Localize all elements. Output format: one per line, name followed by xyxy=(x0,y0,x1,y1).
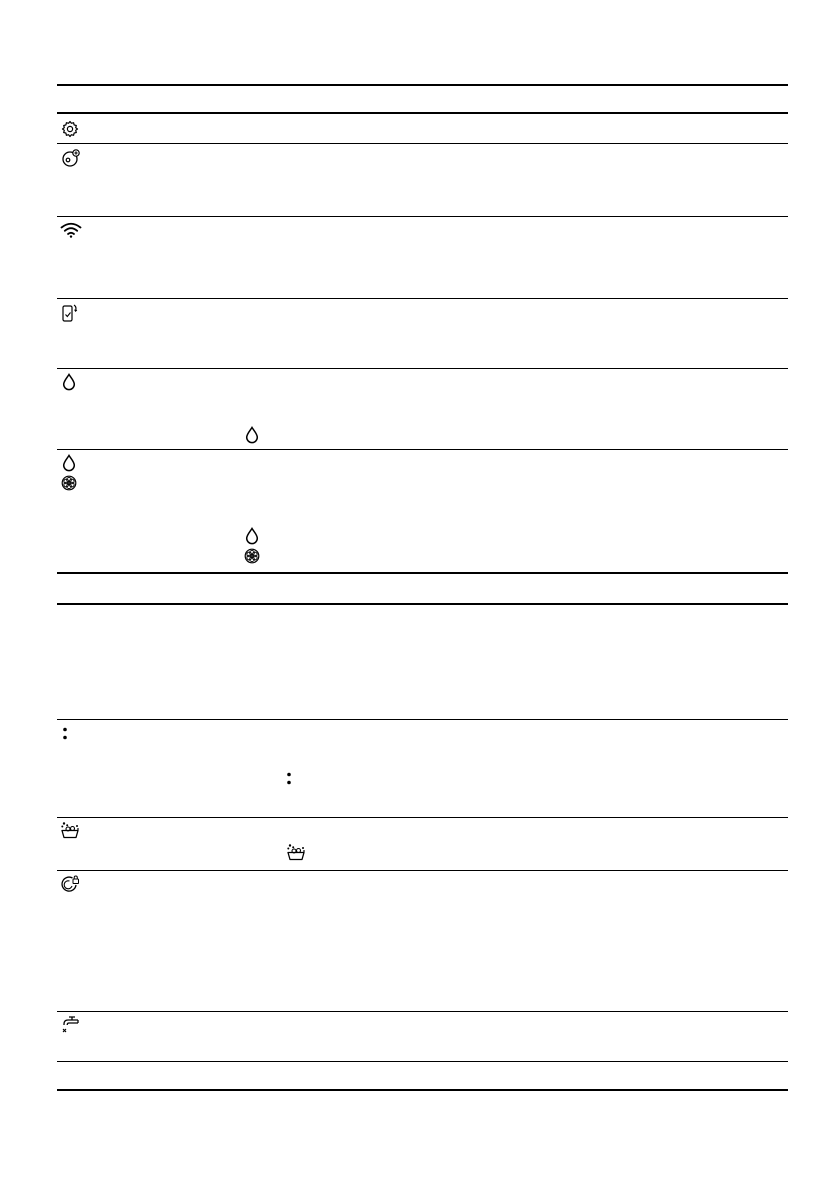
machine-care-icon xyxy=(60,821,80,839)
phone-connect-icon xyxy=(61,303,79,323)
table-header-row xyxy=(57,84,788,114)
table-row-more xyxy=(57,719,788,818)
table-row-water-supply xyxy=(57,1011,788,1062)
rinse-aid-icon xyxy=(61,475,77,491)
table-row-salt-rinse xyxy=(57,449,788,573)
more-dots-icon xyxy=(286,771,292,787)
table-row-settings xyxy=(57,112,788,145)
wifi-icon xyxy=(60,222,82,238)
remote-start-icon xyxy=(61,148,81,168)
water-tap-error-icon xyxy=(60,1015,80,1035)
table-row-blank xyxy=(57,603,788,721)
child-lock-icon xyxy=(60,875,80,893)
more-dots-icon xyxy=(62,726,68,742)
table-row-wifi xyxy=(57,216,788,299)
drop-icon xyxy=(62,373,76,391)
drop-icon xyxy=(245,426,259,444)
table-bottom-rule xyxy=(57,1089,788,1091)
machine-care-icon xyxy=(286,843,306,861)
table-section-header-row xyxy=(57,572,788,605)
rinse-aid-icon xyxy=(244,548,260,564)
table-row-phone xyxy=(57,298,788,369)
gear-icon xyxy=(61,120,79,138)
table-row-salt xyxy=(57,368,788,450)
table-row-last xyxy=(57,1061,788,1090)
drop-icon xyxy=(245,527,259,545)
table-row-machine-care xyxy=(57,817,788,871)
table-row-child-lock xyxy=(57,870,788,1012)
drop-icon xyxy=(62,454,76,472)
table-row-remote-start xyxy=(57,143,788,217)
